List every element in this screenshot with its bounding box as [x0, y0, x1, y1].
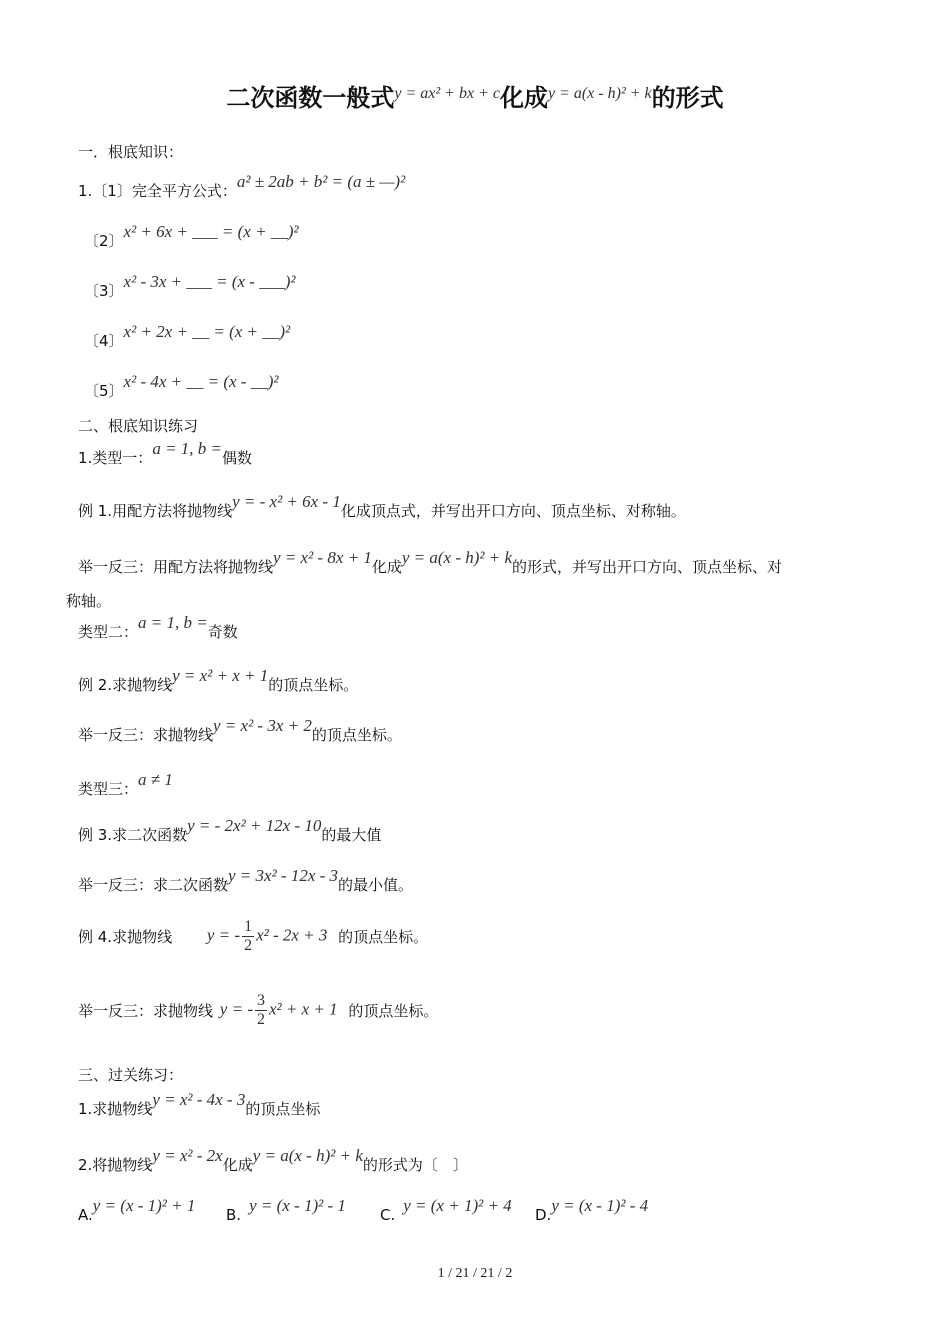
practice-4: 举一反三：求抛物线 y = - $\frac{3}{2}$ x² + x + 1 的顶点坐标。: [78, 992, 439, 1028]
example-1: 例 1.用配方法将抛物线y = - x² + 6x - 1化成顶点式，并写出开口方向、顶点坐标、对称轴。: [78, 492, 686, 520]
example-2: 例 2.求抛物线y = x² + x + 1的顶点坐标。: [78, 666, 359, 694]
item-1: 1.〔1〕完全平方公式：a² ± 2ab + b² = (a ± —)²: [78, 172, 406, 200]
section3-heading: 三、过关练习：: [78, 1066, 184, 1084]
item-3: 〔3〕x² - 3x + ___ = (x - ___)²: [84, 272, 296, 300]
example-3: 例 3.求二次函数y = - 2x² + 12x - 10的最大值: [78, 816, 382, 844]
page-footer: 1 / 21 / 21 / 2: [437, 1266, 513, 1281]
option-c[interactable]: C. y = (x + 1)² + 4: [380, 1196, 512, 1224]
vertex-form-formula: y = a(x - h)² + k: [547, 85, 652, 102]
page-title: 二次函数一般式$^{y = ax^2 + bx + c}$化成$^{y = a(x - h)^2 + k}$的形式: [226, 84, 724, 112]
practice-1: 举一反三：用配方法将抛物线y = x² - 8x + 1化成y = a(x - h)² + k的形式，并写出开口方向、顶点坐标、对: [78, 548, 783, 576]
type-3: 类型三：a ≠ 1: [78, 770, 173, 798]
section1-heading: 一．根底知识：: [78, 143, 184, 161]
item-2: 〔2〕x² + 6x + ___ = (x + __)²: [84, 222, 299, 250]
fraction-three-halves: $\frac{3}{2}$: [256, 992, 265, 1028]
question-2: 2.将抛物线y = x² - 2x化成y = a(x - h)² + k的形式为〔 〕: [78, 1146, 468, 1174]
option-a[interactable]: A.y = (x - 1)² + 1: [78, 1196, 196, 1224]
fraction-one-half: $\frac{1}{2}$: [244, 918, 253, 954]
practice-1-line2: 称轴。: [66, 592, 112, 610]
option-b[interactable]: B. y = (x - 1)² - 1: [226, 1196, 346, 1224]
item-4: 〔4〕x² + 2x + __ = (x + __)²: [84, 322, 291, 350]
type-1: 1.类型一：a = 1, b =偶数: [78, 439, 253, 467]
practice-2: 举一反三：求抛物线y = x² - 3x + 2的顶点坐标。: [78, 716, 402, 744]
question-1: 1.求抛物线y = x² - 4x - 3的顶点坐标: [78, 1090, 321, 1118]
practice-3: 举一反三：求二次函数y = 3x² - 12x - 3的最小值。: [78, 866, 414, 894]
perfect-square-formula: a² ± 2ab + b² = (a ± —)²: [236, 172, 406, 191]
item-5: 〔5〕x² - 4x + __ = (x - __)²: [84, 372, 279, 400]
option-d[interactable]: D.y = (x - 1)² - 4: [535, 1196, 649, 1224]
section2-heading: 二、根底知识练习: [78, 417, 199, 435]
example-4: 例 4.求抛物线 y = - $\frac{1}{2}$ x² - 2x + 3 的顶点坐标。: [78, 918, 429, 954]
general-form-formula: y = ax² + bx + c: [394, 85, 500, 102]
type-2: 类型二：a = 1, b =奇数: [78, 613, 238, 641]
